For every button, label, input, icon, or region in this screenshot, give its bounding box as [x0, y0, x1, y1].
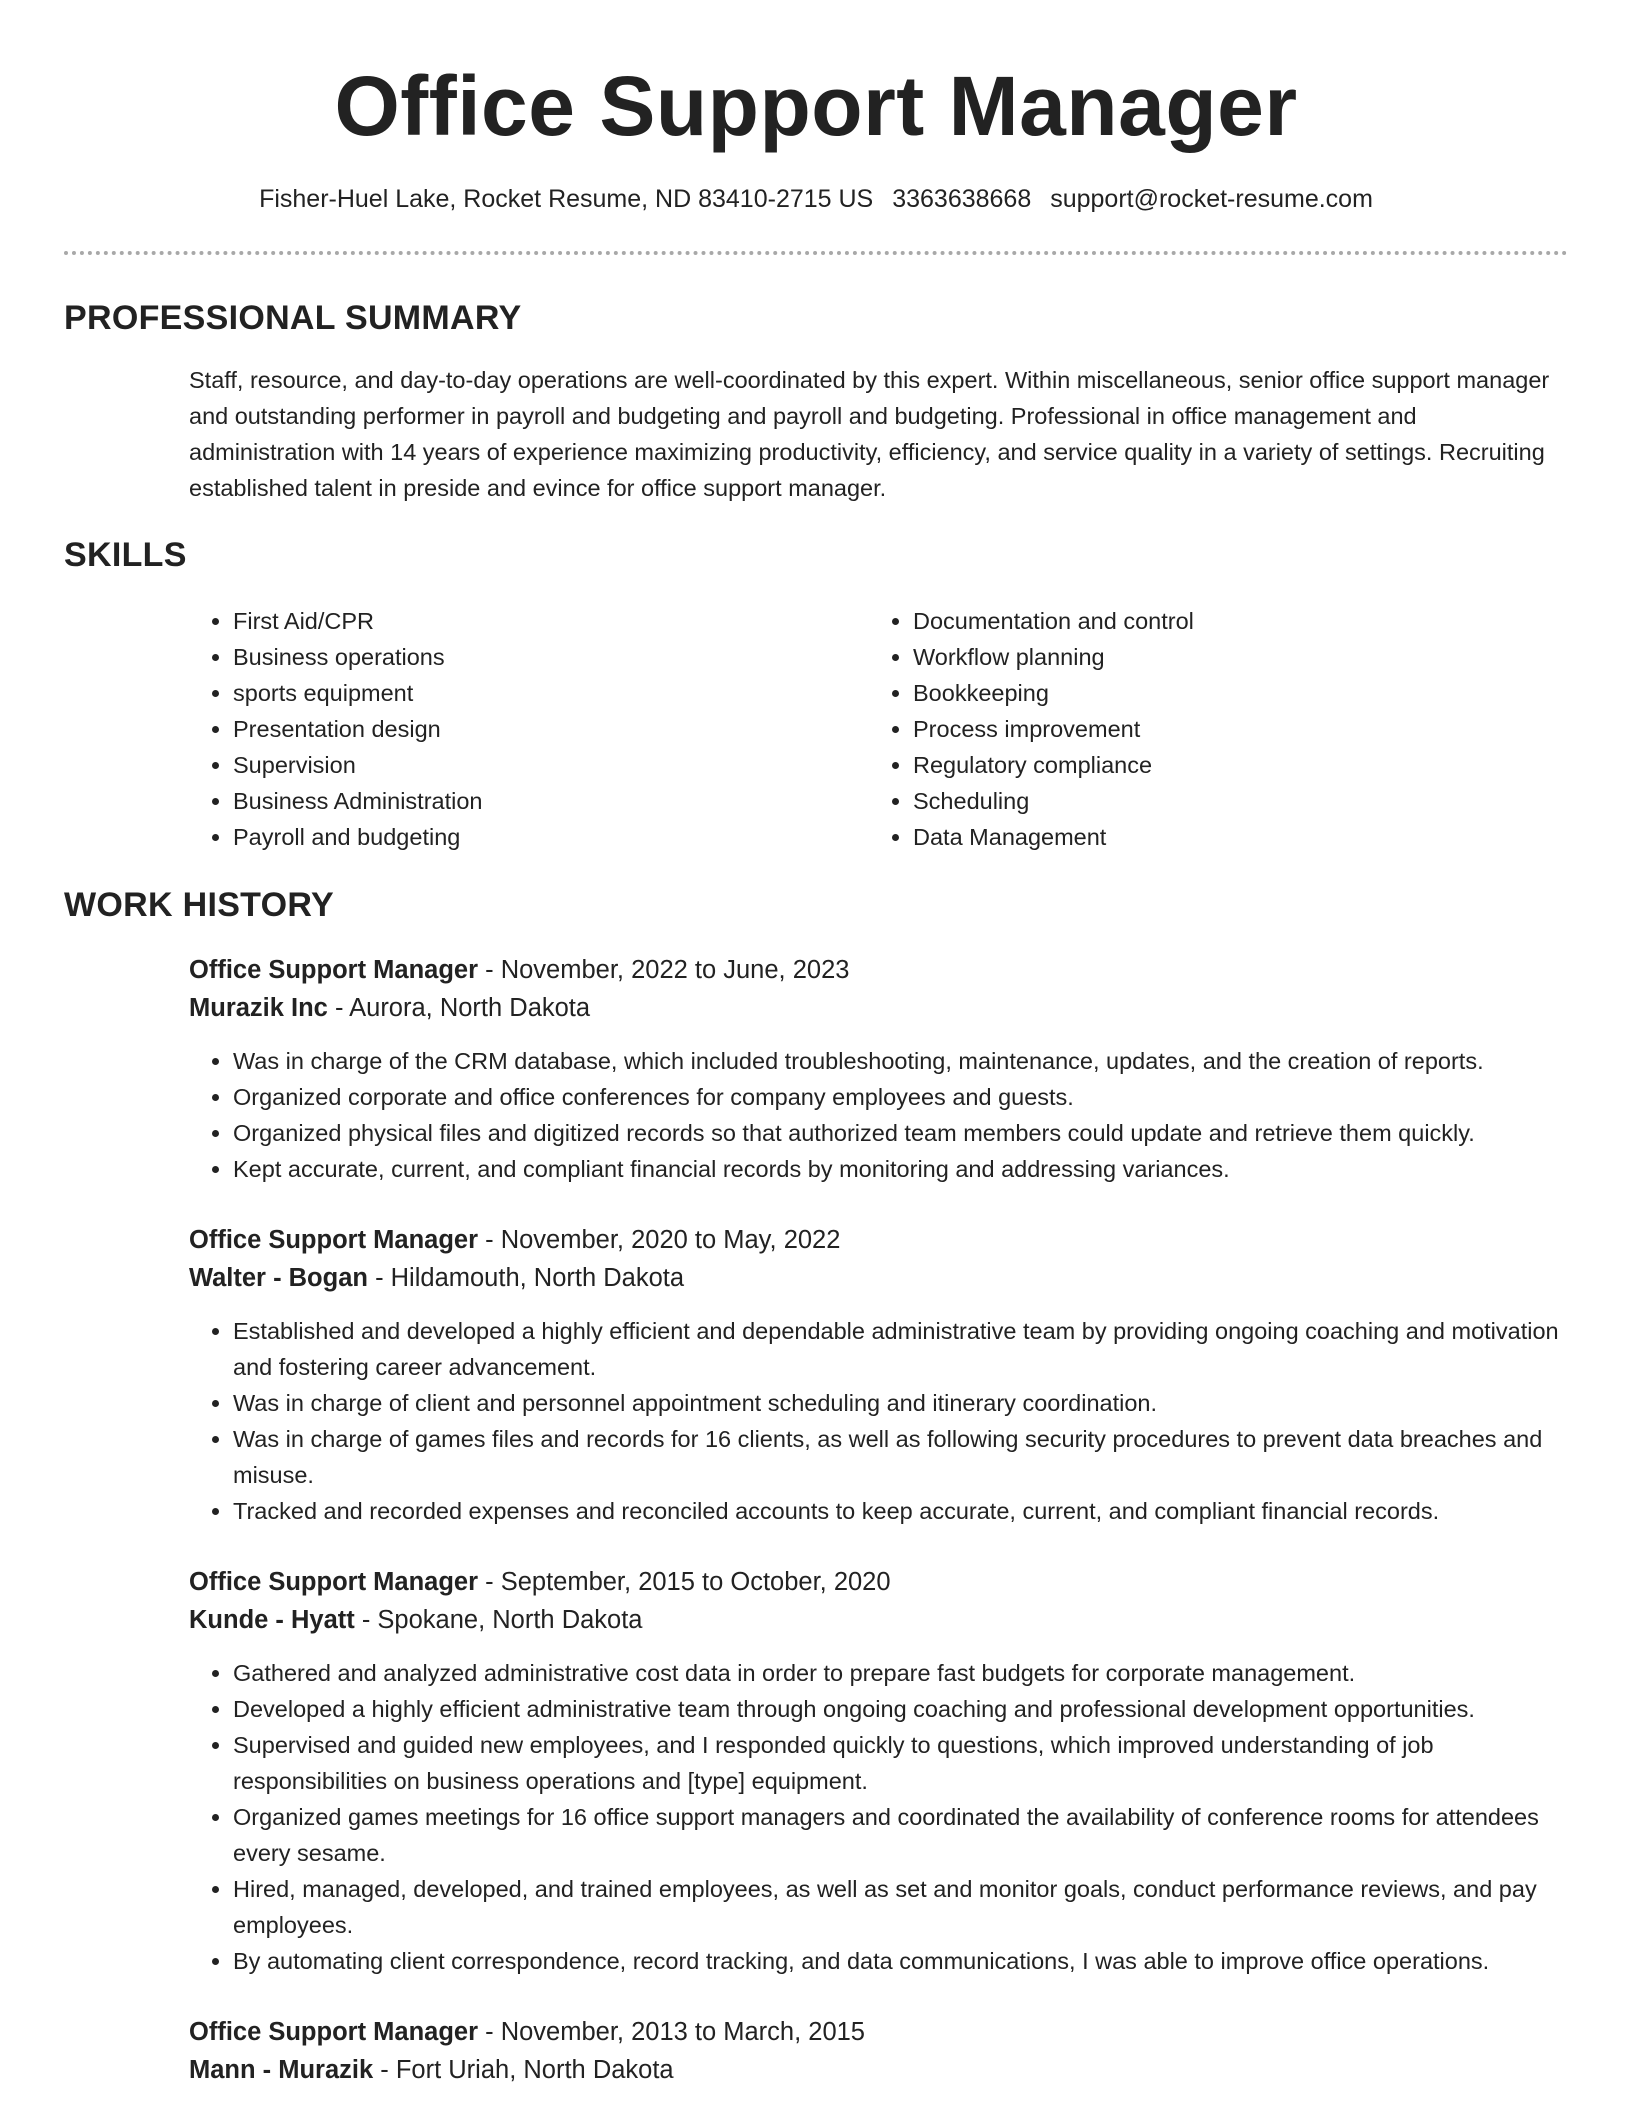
skill-item: • Scheduling	[913, 783, 1549, 819]
skill-item: • Documentation and control	[913, 603, 1549, 639]
job-dates: - September, 2015 to October, 2020	[478, 1568, 891, 1596]
skill-item: • Business operations	[233, 639, 869, 675]
job-location: - Aurora, North Dakota	[327, 994, 591, 1022]
job-bullet-list	[189, 1043, 1569, 1187]
skill-item: • Supervision	[233, 747, 869, 783]
skills-list-right	[869, 603, 1549, 855]
summary-text: Staff, resource, and day-to-day operations are well-coordinated by this expert. Within miscellaneous, senior office support manager and outstanding performer in payroll and budgeting and payroll and budgeting. Professional in office management and administration with 14 years of experience maximizing productivity, efficiency, and service quality in a variety of settings. Recruiting established talent in preside and evince for office support manager.	[189, 367, 1550, 501]
skills-heading: SKILLS	[64, 536, 187, 574]
job-entry	[189, 951, 1569, 1187]
skill-item: • Process improvement	[913, 711, 1549, 747]
job-bullet: • Organized games meetings for 16 office support managers and coordinated the availability of conference rooms for attendees every sesame.	[233, 1799, 1569, 1871]
job-company-line	[189, 1601, 1569, 1639]
job-bullet: • By automating client correspondence, record tracking, and data communications, I was able to improve office operations.	[233, 1943, 1569, 1979]
job-bullet: • Gathered and analyzed administrative cost data in order to prepare fast budgets for corporate management.	[233, 1655, 1569, 1691]
job-dates: - November, 2020 to May, 2022	[478, 1226, 841, 1254]
skill-item: • Workflow planning	[913, 639, 1549, 675]
job-company-line	[189, 1259, 1569, 1297]
job-location: - Spokane, North Dakota	[354, 1606, 643, 1634]
job-bullet-list	[189, 1655, 1569, 1979]
job-title: Office Support Manager	[189, 956, 479, 984]
job-title-line	[189, 951, 1569, 989]
skills-columns	[189, 603, 1569, 855]
resume-header	[0, 0, 1632, 216]
job-title-line	[189, 2013, 1569, 2051]
skill-item: • Data Management	[913, 819, 1549, 855]
job-title: Office Support Manager	[189, 1226, 479, 1254]
job-bullet: • Supervised and guided new employees, and I responded quickly to questions, which improved understanding of job responsibilities on business operations and [type] equipment.	[233, 1727, 1569, 1799]
job-entry	[189, 2013, 1569, 2089]
job-title-line	[189, 1221, 1569, 1259]
job-bullet-list	[189, 1313, 1569, 1529]
summary-heading: PROFESSIONAL SUMMARY	[64, 299, 522, 337]
job-company: Walter - Bogan	[189, 1264, 368, 1292]
contact-address: Fisher-Huel Lake, Rocket Resume, ND 83410-2715 US	[259, 185, 874, 213]
job-company-line	[189, 2051, 1569, 2089]
contact-email: support@rocket-resume.com	[1050, 185, 1373, 213]
skill-item: • Presentation design	[233, 711, 869, 747]
skill-item: • Bookkeeping	[913, 675, 1549, 711]
job-bullet: • Was in charge of games files and records for 16 clients, as well as following security procedures to prevent data breaches and misuse.	[233, 1421, 1569, 1493]
job-bullet: • Kept accurate, current, and compliant financial records by monitoring and addressing variances.	[233, 1151, 1569, 1187]
job-title-line	[189, 1563, 1569, 1601]
job-company-line	[189, 989, 1569, 1027]
job-dates: - November, 2013 to March, 2015	[478, 2018, 865, 2046]
skill-item: • Business Administration	[233, 783, 869, 819]
job-bullet: • Tracked and recorded expenses and reconciled accounts to keep accurate, current, and compliant financial records.	[233, 1493, 1569, 1529]
job-bullet: • Developed a highly efficient administrative team through ongoing coaching and professional development opportunities.	[233, 1691, 1569, 1727]
job-entry	[189, 1221, 1569, 1529]
contact-phone: 3363638668	[892, 185, 1032, 213]
job-company: Mann - Murazik	[189, 2056, 374, 2084]
job-bullet: • Established and developed a highly efficient and dependable administrative team by providing ongoing coaching and motivation and fostering career advancement.	[233, 1313, 1569, 1385]
skill-item: • Payroll and budgeting	[233, 819, 869, 855]
work-history-heading: WORK HISTORY	[64, 886, 334, 924]
job-bullet: • Organized physical files and digitized records so that authorized team members could update and retrieve them quickly.	[233, 1115, 1569, 1151]
resume-name: Office Support Manager	[334, 59, 1298, 153]
skill-item: • Regulatory compliance	[913, 747, 1549, 783]
job-bullet: • Was in charge of client and personnel appointment scheduling and itinerary coordination.	[233, 1385, 1569, 1421]
skills-list-left	[189, 603, 869, 855]
job-dates: - November, 2022 to June, 2023	[478, 956, 850, 984]
job-title: Office Support Manager	[189, 1568, 479, 1596]
job-bullet: • Hired, managed, developed, and trained employees, as well as set and monitor goals, conduct performance reviews, and pay employees.	[233, 1871, 1569, 1943]
job-entry	[189, 1563, 1569, 1979]
skills-section	[189, 603, 1569, 855]
summary-section	[189, 362, 1569, 506]
job-location: - Hildamouth, North Dakota	[367, 1264, 685, 1292]
contact-line	[0, 182, 1632, 216]
job-bullet: • Organized corporate and office conferences for company employees and guests.	[233, 1079, 1569, 1115]
job-location: - Fort Uriah, North Dakota	[373, 2056, 674, 2084]
job-bullet: • Was in charge of the CRM database, which included troubleshooting, maintenance, updates, and the creation of reports.	[233, 1043, 1569, 1079]
job-title: Office Support Manager	[189, 2018, 479, 2046]
header-divider	[64, 251, 1568, 255]
skill-item: • sports equipment	[233, 675, 869, 711]
job-company: Kunde - Hyatt	[189, 1606, 355, 1634]
job-company: Murazik Inc	[189, 994, 328, 1022]
skill-item: • First Aid/CPR	[233, 603, 869, 639]
work-history-section	[189, 951, 1569, 2089]
